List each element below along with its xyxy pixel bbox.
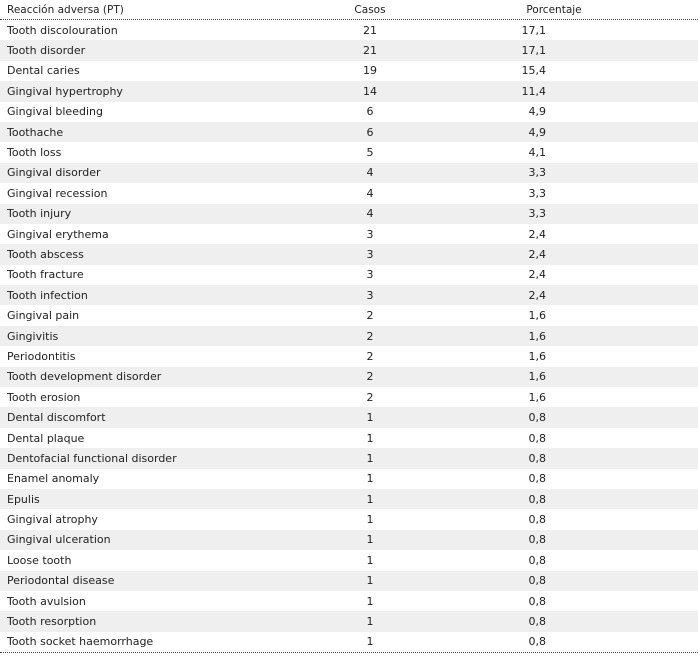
table-row xyxy=(0,571,698,591)
cell-percentage: 2,4 xyxy=(528,247,546,261)
table-row xyxy=(0,550,698,570)
cell-cases: 1 xyxy=(366,411,374,425)
cell-percentage: 0,8 xyxy=(528,492,546,506)
cell-cases: 6 xyxy=(366,125,374,139)
table-row xyxy=(0,285,698,305)
cell-cases: 1 xyxy=(366,594,374,608)
cell-cases: 4 xyxy=(366,166,374,180)
cell-reaction: Gingival recession xyxy=(7,186,108,200)
header-reaction: Reacción adversa (PT) xyxy=(7,3,124,16)
table-row xyxy=(0,20,698,40)
cell-reaction: Dentofacial functional disorder xyxy=(7,451,177,465)
cell-cases: 2 xyxy=(366,329,374,343)
cell-percentage: 1,6 xyxy=(528,390,546,404)
table-header xyxy=(0,0,698,20)
table-row xyxy=(0,387,698,407)
cell-reaction: Dental caries xyxy=(7,64,80,78)
cell-percentage: 0,8 xyxy=(528,594,546,608)
table-row xyxy=(0,591,698,611)
cell-percentage: 3,3 xyxy=(528,166,546,180)
cell-reaction: Tooth socket haemorrhage xyxy=(7,635,154,649)
table-row xyxy=(0,632,698,652)
cell-percentage: 0,8 xyxy=(528,635,546,649)
cell-cases: 3 xyxy=(366,247,374,261)
cell-reaction: Tooth infection xyxy=(7,288,88,302)
cell-cases: 1 xyxy=(366,431,374,445)
cell-reaction: Gingivitis xyxy=(7,329,59,343)
cell-reaction: Tooth disorder xyxy=(7,44,86,58)
cell-reaction: Periodontal disease xyxy=(7,574,115,588)
cell-percentage: 4,9 xyxy=(528,125,546,139)
cell-percentage: 11,4 xyxy=(521,84,546,98)
cell-percentage: 0,8 xyxy=(528,533,546,547)
cell-percentage: 2,4 xyxy=(528,268,546,282)
table-row xyxy=(0,61,698,81)
cell-percentage: 0,8 xyxy=(528,615,546,629)
cell-reaction: Gingival pain xyxy=(7,309,80,323)
cell-percentage: 1,6 xyxy=(528,370,546,384)
cell-reaction: Tooth development disorder xyxy=(7,370,162,384)
cell-cases: 1 xyxy=(366,635,374,649)
table-row xyxy=(0,611,698,631)
cell-percentage: 0,8 xyxy=(528,574,546,588)
header-cases: Casos xyxy=(354,3,386,16)
cell-cases: 1 xyxy=(366,574,374,588)
cell-reaction: Gingival bleeding xyxy=(7,105,103,119)
cell-cases: 2 xyxy=(366,390,374,404)
cell-reaction: Gingival atrophy xyxy=(7,513,98,527)
cell-reaction: Tooth abscess xyxy=(7,247,84,261)
cell-reaction: Tooth loss xyxy=(7,146,62,160)
cell-reaction: Tooth resorption xyxy=(7,615,97,629)
cell-cases: 1 xyxy=(366,492,374,506)
cell-reaction: Enamel anomaly xyxy=(7,472,100,486)
cell-reaction: Tooth fracture xyxy=(7,268,84,282)
cell-reaction: Tooth discolouration xyxy=(7,23,118,37)
cell-percentage: 2,4 xyxy=(528,288,546,302)
cell-reaction: Gingival ulceration xyxy=(7,533,111,547)
cell-cases: 5 xyxy=(366,146,374,160)
cell-cases: 1 xyxy=(366,451,374,465)
table-row xyxy=(0,204,698,224)
table-row xyxy=(0,305,698,325)
table-row xyxy=(0,530,698,550)
cell-percentage: 0,8 xyxy=(528,553,546,567)
cell-reaction: Loose tooth xyxy=(7,553,72,567)
table-row xyxy=(0,428,698,448)
cell-reaction: Tooth erosion xyxy=(7,390,81,404)
cell-reaction: Periodontitis xyxy=(7,349,76,363)
table-row xyxy=(0,448,698,468)
table-row xyxy=(0,183,698,203)
cell-reaction: Gingival hypertrophy xyxy=(7,84,123,98)
cell-cases: 21 xyxy=(363,23,377,37)
table-row xyxy=(0,367,698,387)
cell-cases: 21 xyxy=(363,44,377,58)
cell-reaction: Gingival erythema xyxy=(7,227,109,241)
cell-cases: 14 xyxy=(363,84,377,98)
cell-percentage: 1,6 xyxy=(528,349,546,363)
header-percentage: Porcentaje xyxy=(526,3,582,16)
cell-percentage: 15,4 xyxy=(521,64,546,78)
cell-cases: 4 xyxy=(366,207,374,221)
cell-cases: 2 xyxy=(366,309,374,323)
table-row xyxy=(0,489,698,509)
cell-cases: 3 xyxy=(366,227,374,241)
table-row xyxy=(0,40,698,60)
cell-percentage: 1,6 xyxy=(528,329,546,343)
cell-cases: 2 xyxy=(366,370,374,384)
cell-reaction: Tooth injury xyxy=(7,207,72,221)
cell-percentage: 17,1 xyxy=(521,44,546,58)
cell-reaction: Toothache xyxy=(7,125,64,139)
cell-cases: 4 xyxy=(366,186,374,200)
table-row xyxy=(0,163,698,183)
table-row xyxy=(0,81,698,101)
cell-cases: 2 xyxy=(366,349,374,363)
cell-percentage: 4,9 xyxy=(528,105,546,119)
table-row xyxy=(0,244,698,264)
cell-cases: 1 xyxy=(366,615,374,629)
table-row xyxy=(0,265,698,285)
table-row xyxy=(0,326,698,346)
cell-cases: 1 xyxy=(366,553,374,567)
table-row xyxy=(0,224,698,244)
cell-percentage: 2,4 xyxy=(528,227,546,241)
cell-percentage: 0,8 xyxy=(528,472,546,486)
cell-percentage: 4,1 xyxy=(528,146,546,160)
table-bottom-rule xyxy=(0,652,698,653)
cell-percentage: 1,6 xyxy=(528,309,546,323)
table-row xyxy=(0,469,698,489)
cell-percentage: 17,1 xyxy=(521,23,546,37)
cell-reaction: Tooth avulsion xyxy=(7,594,86,608)
cell-cases: 1 xyxy=(366,513,374,527)
table-row xyxy=(0,142,698,162)
cell-reaction: Dental plaque xyxy=(7,431,85,445)
cell-percentage: 0,8 xyxy=(528,411,546,425)
cell-percentage: 0,8 xyxy=(528,431,546,445)
table-row xyxy=(0,346,698,366)
cell-reaction: Dental discomfort xyxy=(7,411,106,425)
cell-percentage: 3,3 xyxy=(528,186,546,200)
cell-cases: 3 xyxy=(366,288,374,302)
cell-cases: 19 xyxy=(363,64,377,78)
cell-cases: 1 xyxy=(366,533,374,547)
cell-percentage: 0,8 xyxy=(528,513,546,527)
cell-reaction: Gingival disorder xyxy=(7,166,101,180)
table-row xyxy=(0,407,698,427)
cell-cases: 3 xyxy=(366,268,374,282)
table-row xyxy=(0,102,698,122)
cell-reaction: Epulis xyxy=(7,492,40,506)
table-body xyxy=(0,20,698,652)
cell-cases: 6 xyxy=(366,105,374,119)
table-row xyxy=(0,122,698,142)
cell-percentage: 0,8 xyxy=(528,451,546,465)
table-row xyxy=(0,509,698,529)
cell-cases: 1 xyxy=(366,472,374,486)
cell-percentage: 3,3 xyxy=(528,207,546,221)
